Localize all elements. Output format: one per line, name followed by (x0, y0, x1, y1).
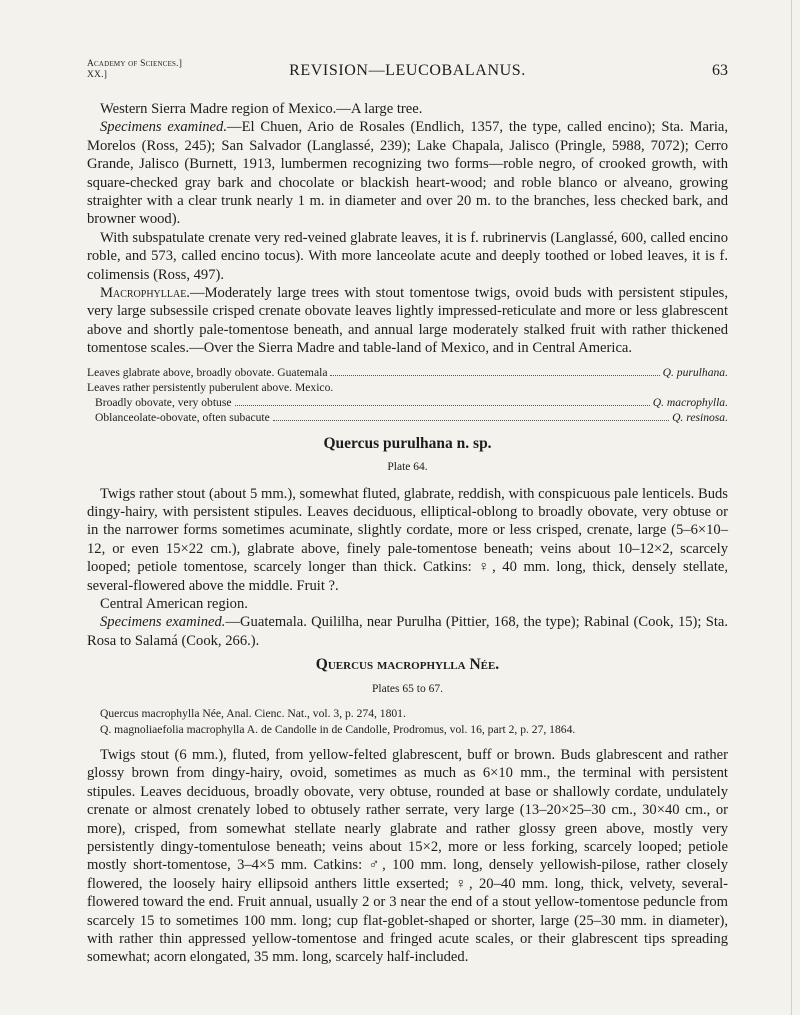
group-paragraph (87, 284, 728, 358)
page-edge (791, 0, 792, 1015)
main-text (87, 100, 728, 967)
key-row: Broadly obovate, very obtuse Q. macrophylla. (95, 395, 728, 409)
specimens-text: —El Chuen, Ario de Rosales (Endlich, 1357, the type, called encino); Sta. Maria, Morelos (Ross, 245); San Salvador (Langlassé, 239); Lake Chapala, Jalisco (Pringle, 5988, 7072); Cerro Grande, Jalisco (Burnett, 1913, lumbermen recognizing two forms—roble negro, of crooked growth, with square-checked gray bark and chocolate or blackish heart-wood; and roble blanco or alveano, growing straighter with a clear trunk nearly 1 m. in diameter and over 20 m. to the branches, less checked bark, and browner wood). (87, 119, 728, 228)
description-paragraph: Twigs stout (6 mm.), fluted, from yellow-felted glabrescent, buff or brown. Buds glabrescent and rather glossy brown from dingy-hairy, ovoid, sometimes as much as 6×10 mm., the terminal with persistent stipules. Leaves deciduous, broadly obovate, very obtuse, rounded at base or shallowly cordate, undulately crenate or almost crenately lobed to obtusely rather serrate, very large (13–20×25–30 cm., 30×40 cm., or more), crisped, from somewhat stellate nearly glabrate and rather glossy green above, mostly very persistently dingy-tomentulose beneath; veins about 15×2, more or less forking, scarcely looped; petiole mostly short-tomentose, 3–4×5 mm. Catkins: ♂, 100 mm. long, densely yellowish-pilose, rather closely flowered, the loosely hairy ellipsoid anthers little exserted; ♀, 20–40 mm. long, thick, velvety, several-flowered toward the end. Fruit annual, usually 2 or 3 near the end of a stout yellow-tomentose peduncle from scarcely 15 to sometimes 100 mm. long; cup flat-goblet-shaped or shorter, large (25–30 mm. in diameter), with rather thin appressed yellow-tomentose and fringed acute scales, or their glabrescent tips spreading somewhat; acorn elongated, 35 mm. long, scarcely half-included. (87, 746, 728, 966)
key-row: Oblanceolate-obovate, often subacute Q. resinosa. (95, 410, 728, 424)
group-text: —Moderately large trees with stout tomentose twigs, ovoid buds with persistent stipules, very large subsessile crisped crenate obovate leaves lightly impressed-reticulate and more or less glabrescent above and shortly pale-tomentose beneath, and annual large moderately stalked fruit with rather thickened tomentose scales.—Over the Sierra Madre and table-land of Mexico, and in Central America. (87, 285, 728, 357)
section-title: Quercus macrophylla Née. (315, 656, 500, 674)
key-row: Leaves glabrate above, broadly obovate. Guatemala Q. purulhana. (87, 365, 728, 379)
series-line-2: XX.] (87, 70, 108, 80)
running-title: REVISION—LEUCOBALANUS. (289, 62, 526, 79)
specimens-paragraph: Specimens examined.—Guatemala. Quililha, near Purulha (Pittier, 168, the type); Rabinal (Cook, 15); Sta. Rosa to Salamá (Cook, 266.). (87, 614, 728, 649)
species-key (87, 365, 728, 425)
specimens-label: Specimens examined. (100, 119, 227, 136)
range-paragraph: Western Sierra Madre region of Mexico.—A large tree. (100, 101, 423, 117)
forms-paragraph: With subspatulate crenate very red-veined glabrate leaves, it is f. rubrinervis (Langlassé, 600, called encino roble, and 573, called encino tocus). With more lanceolate acute and deeply toothed or lobed leaves, it is f. colimensis (Ross, 497). (87, 229, 728, 283)
synonymy (87, 706, 728, 738)
region-paragraph: Central American region. (100, 595, 248, 612)
group-label: Macrophyllae. (100, 285, 190, 302)
plate-reference: Plate 64. (387, 461, 428, 474)
synonym-entry: Quercus macrophylla Née, Anal. Cienc. Nat., vol. 3, p. 274, 1801. (100, 706, 406, 720)
synonym-entry: Q. magnoliaefolia macrophylla A. de Candolle in de Candolle, Prodromus, vol. 16, part 2, p. 27, 1864. (100, 722, 576, 736)
key-row: Leaves rather persistently puberulent above. Mexico. (87, 380, 334, 394)
running-header (87, 59, 728, 85)
section-title: Quercus purulhana n. sp. (323, 434, 492, 452)
specimens-paragraph (87, 118, 728, 228)
plate-reference: Plates 65 to 67. (372, 682, 443, 695)
description-paragraph: Twigs rather stout (about 5 mm.), somewhat fluted, glabrate, reddish, with conspicuous pale lenticels. Buds dingy-hairy, with persistent stipules. Leaves deciduous, elliptical-oblong to broadly obovate, very obtuse or in the narrower forms sometimes acuminate, slightly cordate, more or less crisped, crenate, large (5–6×10–12, or even 15×22 cm.), glabrate above, finely pale-tomentose beneath; veins about 10–12×2, scarcely looped; petiole tomentose, scarcely longer than thick. Catkins: ♀, 40 mm. long, thick, densely stellate, several-flowered above the middle. Fruit ?. (87, 485, 728, 594)
series-line-1: Academy of Sciences.] (87, 59, 183, 69)
page-number: 63 (712, 62, 728, 79)
